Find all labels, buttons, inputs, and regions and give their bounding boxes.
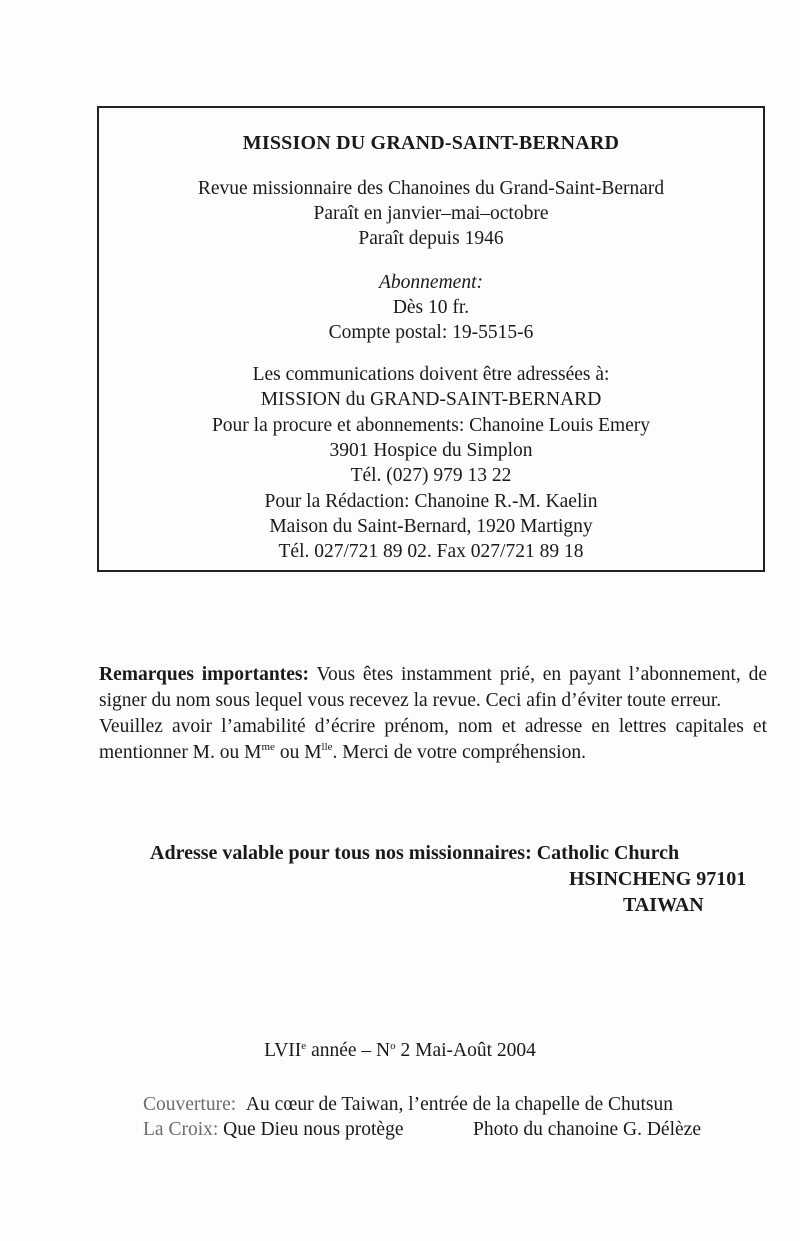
issue-annee: année – N <box>306 1040 391 1061</box>
superscript-e: e <box>301 1040 307 1052</box>
box-since: Paraît depuis 1946 <box>358 228 504 249</box>
box-price: Dès 10 fr. <box>392 297 470 318</box>
box-comm-intro: Les communications doivent être adressées à: <box>252 364 610 385</box>
box-procure: Pour la procure et abonnements: Chanoine Louis Emery <box>211 415 651 436</box>
cover-text: Au cœur de Taiwan, l’entrée de la chapelle de Chutsun <box>245 1094 674 1115</box>
box-redaction: Pour la Rédaction: Chanoine R.-M. Kaelin <box>264 491 598 512</box>
box-redaction-tel: Tél. 027/721 89 02. Fax 027/721 89 18 <box>278 541 584 562</box>
croix-text: Que Dieu nous protège <box>223 1119 404 1140</box>
superscript-me: me <box>261 741 275 753</box>
cover-label: Couverture: <box>143 1094 237 1115</box>
address-line-2: HSINCHENG 97101 <box>569 868 747 890</box>
croix-label: La Croix: <box>143 1119 219 1140</box>
photo-credit: Photo du chanoine G. Délèze <box>473 1119 701 1140</box>
remarks-text-1: Vous êtes instamment prié, en payant l’abonnement, de signer du nom sous lequel vous recevez la revue. Ceci afin d’éviter toute erreur. <box>99 664 767 711</box>
box-procure-tel: Tél. (027) 979 13 22 <box>350 465 512 486</box>
box-title: MISSION DU GRAND-SAINT-BERNARD <box>242 132 620 154</box>
address-line-3: TAIWAN <box>623 894 704 916</box>
remarks-paragraph-2 <box>99 714 767 766</box>
box-subtitle: Revue missionnaire des Chanoines du Grand-Saint-Bernard <box>197 178 665 199</box>
box-redaction-address: Maison du Saint-Bernard, 1920 Martigny <box>269 516 593 537</box>
box-comm-org: MISSION du GRAND-SAINT-BERNARD <box>260 389 602 410</box>
remarks-label: Remarques importantes: <box>99 664 309 685</box>
address-line-1: Adresse valable pour tous nos missionnaires: Catholic Church <box>150 842 680 864</box>
remarks-text-2c: . Merci de votre compréhension. <box>332 742 586 763</box>
issue-roman: LVII <box>264 1040 302 1061</box>
cover-credit <box>143 1092 673 1117</box>
superscript-lle: lle <box>321 741 333 753</box>
box-frequency: Paraît en janvier–mai–octobre <box>313 203 549 224</box>
box-procure-address: 3901 Hospice du Simplon <box>329 440 533 461</box>
remarks-text-2b: ou M <box>274 742 322 763</box>
issue-rest: 2 Mai-Août 2004 <box>395 1040 536 1061</box>
remarks-text-2a: Veuillez avoir l’amabilité d’écrire prénom, nom et adresse en lettres capitales et mentionner M. ou M <box>99 716 767 763</box>
remarks-paragraph-1 <box>99 662 767 714</box>
remarks-section <box>99 662 767 766</box>
box-postal-account: Compte postal: 19-5515-6 <box>328 322 534 343</box>
croix-credit <box>143 1117 403 1142</box>
info-box <box>97 106 765 572</box>
box-subscription-label: Abonnement: <box>379 272 483 293</box>
issue-line <box>0 1040 800 1062</box>
superscript-o: o <box>390 1040 396 1052</box>
